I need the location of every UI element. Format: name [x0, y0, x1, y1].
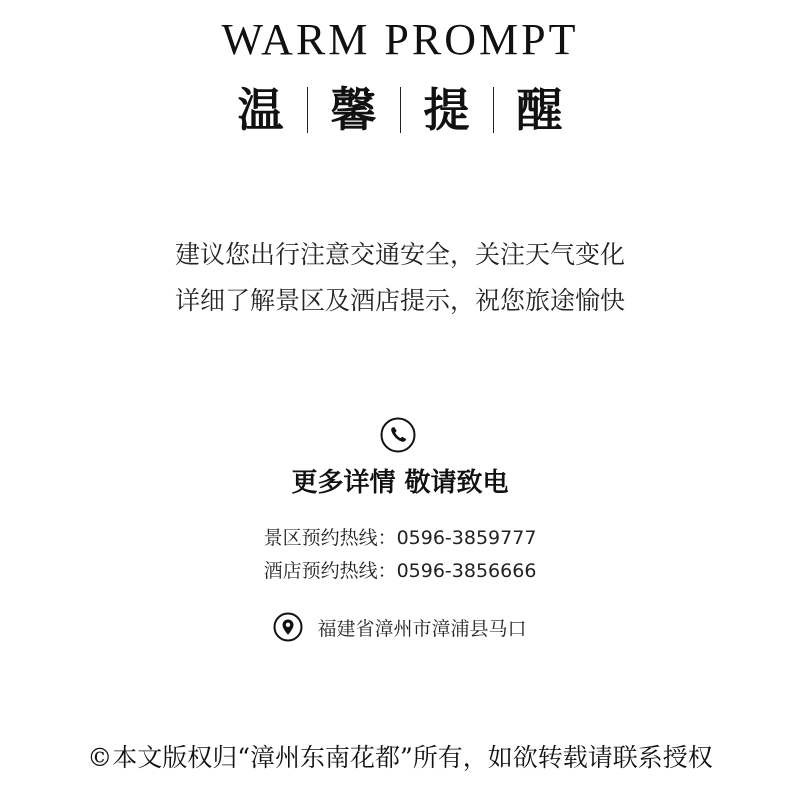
title-char: 馨	[330, 83, 377, 137]
address-text: 福建省漳州市漳浦县马口	[317, 617, 527, 640]
title-char: 醒	[516, 83, 563, 137]
divider	[400, 87, 401, 133]
hotlines	[0, 522, 800, 588]
divider	[493, 87, 494, 133]
title-char: 温	[237, 83, 284, 137]
address-row	[0, 612, 800, 642]
copyright-notice: ©本文版权归“漳州东南花都”所有，如欲转载请联系授权	[87, 743, 713, 772]
hotel-hotline: 酒店预约热线：0596-3856666	[263, 560, 537, 582]
location-pin-icon	[273, 612, 303, 642]
title-chinese	[0, 80, 800, 140]
contact-heading: 更多详情 敬请致电	[291, 468, 509, 498]
title-char: 提	[423, 83, 470, 137]
intro-line: 详细了解景区及酒店提示，祝您旅途愉快	[174, 286, 625, 315]
intro-line: 建议您出行注意交通安全，关注天气变化	[174, 240, 625, 269]
title-english: WARM PROMPT	[221, 15, 579, 64]
divider	[307, 87, 308, 133]
phone-icon	[380, 417, 416, 453]
intro-text	[0, 232, 800, 324]
scenic-hotline: 景区预约热线：0596-3859777	[263, 527, 537, 549]
